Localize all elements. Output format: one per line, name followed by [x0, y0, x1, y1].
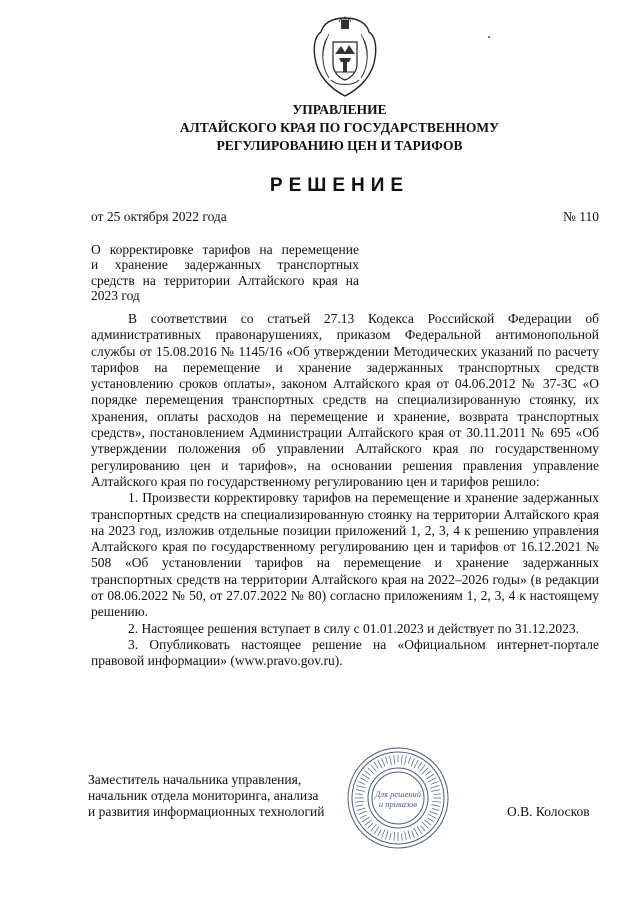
signer-position-line: Заместитель начальника управления,: [88, 772, 302, 787]
seal-lettering-mark: [378, 829, 382, 836]
seal-lettering-mark: [356, 790, 365, 792]
seal-lettering-mark: [405, 756, 407, 765]
seal-lettering-mark: [408, 831, 411, 840]
document-body: [91, 311, 599, 670]
seal-lettering-mark: [411, 758, 415, 766]
seal-lettering-mark: [431, 805, 440, 807]
seal-lettering-mark: [360, 815, 367, 819]
seal-lettering-mark: [428, 778, 436, 782]
seal-lettering-mark: [394, 832, 395, 841]
seal-lettering-mark: [365, 820, 372, 826]
document-subject: [91, 242, 359, 304]
seal-lettering-mark: [382, 829, 386, 837]
seal-lettering-mark: [433, 794, 440, 795]
seal-lettering-mark: [374, 762, 378, 768]
seal-lettering-mark: [356, 805, 363, 807]
document-type: РЕШЕНИЕ: [269, 175, 410, 196]
seal-lettering-mark: [368, 768, 374, 774]
seal-lettering-mark: [378, 760, 382, 768]
scan-speck: [488, 36, 490, 38]
seal-lettering-mark: [414, 828, 418, 836]
seal-lettering-mark: [428, 814, 436, 818]
seal-inner-text: и приказов: [378, 799, 418, 809]
seal-lettering-mark: [401, 755, 402, 764]
subject-line: О корректировке тарифов на перемещение: [91, 242, 359, 257]
seal-lettering-mark: [368, 823, 373, 828]
seal-lettering-mark: [432, 808, 439, 810]
seal-lettering-mark: [357, 808, 366, 811]
document-date: от 25 октября 2022 года: [91, 209, 227, 224]
agency-name: [0, 101, 639, 155]
seal-lettering-mark: [402, 833, 403, 840]
signer-position-line: начальник отдела мониторинга, анализа: [88, 788, 319, 803]
seal-lettering-mark: [394, 755, 395, 764]
seal-lettering-mark: [431, 786, 440, 789]
agency-line: РЕГУЛИРОВАНИЮ ЦЕН И ТАРИФОВ: [216, 138, 463, 153]
signer-name: О.В. Колосков: [507, 804, 590, 819]
seal-lettering-mark: [417, 826, 422, 834]
seal-inner-text: Для решений: [374, 789, 422, 799]
document-number: № 110: [562, 209, 599, 224]
agency-line: АЛТАЙСКОГО КРАЯ ПО ГОСУДАРСТВЕННОМУ: [179, 120, 500, 135]
seal-lettering-mark: [390, 833, 392, 840]
seal-lettering-mark: [429, 811, 437, 815]
seal-lettering-mark: [422, 768, 428, 774]
seal-lettering-mark: [358, 782, 365, 785]
clause-paragraph: 3. Опубликовать настоящее решение на «Официальном интернет-портале правовой информации» (www.pravo.gov.ru).: [91, 636, 599, 669]
seal-lettering-mark: [362, 774, 370, 779]
seal-lettering-mark: [418, 762, 422, 768]
document-title: [0, 175, 639, 197]
signer-position: [88, 772, 325, 820]
seal-lettering-mark: [412, 831, 415, 838]
subject-line: и хранение задержанных транспортных: [91, 257, 359, 273]
seal-lettering-mark: [382, 758, 386, 766]
seal-lettering-mark: [431, 790, 440, 792]
seal-lettering-mark: [431, 782, 438, 785]
seal-lettering-mark: [424, 820, 431, 826]
seal-lettering-mark: [360, 778, 368, 782]
seal-lettering-mark: [414, 760, 418, 768]
coat-of-arms-emblem: [305, 14, 385, 100]
preamble-paragraph: В соответствии со статьей 27.13 Кодекса Российской Федерации об административных правонарушениях, приказом Федеральной антимонопольной службы от 15.08.2016 № 1145/16 «Об утверждении Методических указаний по расчету тарифов на перемещение и хранение задержанных транспортных средств установлению сроков оплаты», законом Алтайского края от 04.06.2012 № 37-ЗС «О порядке перемещения транспортных средств на специализированную стоянку, их хранения, оплаты расходов на перемещение и хранение, возврата транспортных средств», постановлением Администрации Алтайского края от 30.11.2011 № 695 «Об утверждении положения об управлении Алтайского края по государственному регулированию цен и тарифов», на основании решения правления управление Алтайского края по государственному регулированию цен и тарифов решило:: [91, 311, 599, 489]
clause-paragraph: 2. Настоящее решения вступает в силу с 01.01.2023 и действует по 31.12.2023.: [128, 620, 579, 636]
seal-lettering-mark: [358, 811, 366, 815]
seal-lettering-mark: [355, 794, 362, 795]
subject-line: 2023 год: [91, 288, 140, 304]
seal-lettering-mark: [426, 771, 432, 776]
agency-line: УПРАВЛЕНИЕ: [292, 102, 387, 117]
official-seal-stamp: [345, 745, 451, 851]
seal-lettering-mark: [365, 771, 371, 776]
seal-lettering-mark: [432, 801, 441, 802]
seal-lettering-mark: [362, 817, 370, 822]
clause-paragraph: 1. Произвести корректировку тарифов на перемещение и хранение задержанных транспортных средств на специализированную стоянку на территории Алтайского края на 2023 год, изложив отдельные позиции приложений 1, 2, 3, 4 к решению управления Алтайского края по государственному регулированию цен и тарифов от 16.12.2021 № 508 «Об установлении тарифов на перемещение и хранение задержанных транспортных средств на территории Алтайского края на 2022–2026 годы» (в редакции от 08.06.2022 № 50, от 27.07.2022 № 80) согласно приложениям 1, 2, 3, 4 к настоящему решению.: [91, 490, 599, 620]
subject-line: средств на территории Алтайского края на: [91, 272, 359, 288]
seal-lettering-mark: [405, 831, 407, 840]
seal-lettering-mark: [426, 774, 434, 779]
seal-lettering-mark: [390, 756, 392, 765]
seal-lettering-mark: [422, 822, 428, 828]
seal-lettering-mark: [420, 765, 426, 772]
signer-position-line: и развития информационных технологий: [88, 804, 325, 819]
seal-lettering-mark: [421, 826, 426, 832]
seal-lettering-mark: [374, 826, 379, 834]
seal-lettering-mark: [357, 786, 366, 789]
seal-lettering-mark: [355, 801, 364, 802]
seal-lettering-mark: [428, 818, 434, 822]
seal-lettering-mark: [371, 765, 377, 772]
seal-lettering-mark: [371, 824, 377, 831]
seal-lettering-mark: [408, 757, 410, 764]
seal-lettering-mark: [386, 831, 389, 840]
seal-lettering-mark: [386, 757, 388, 764]
